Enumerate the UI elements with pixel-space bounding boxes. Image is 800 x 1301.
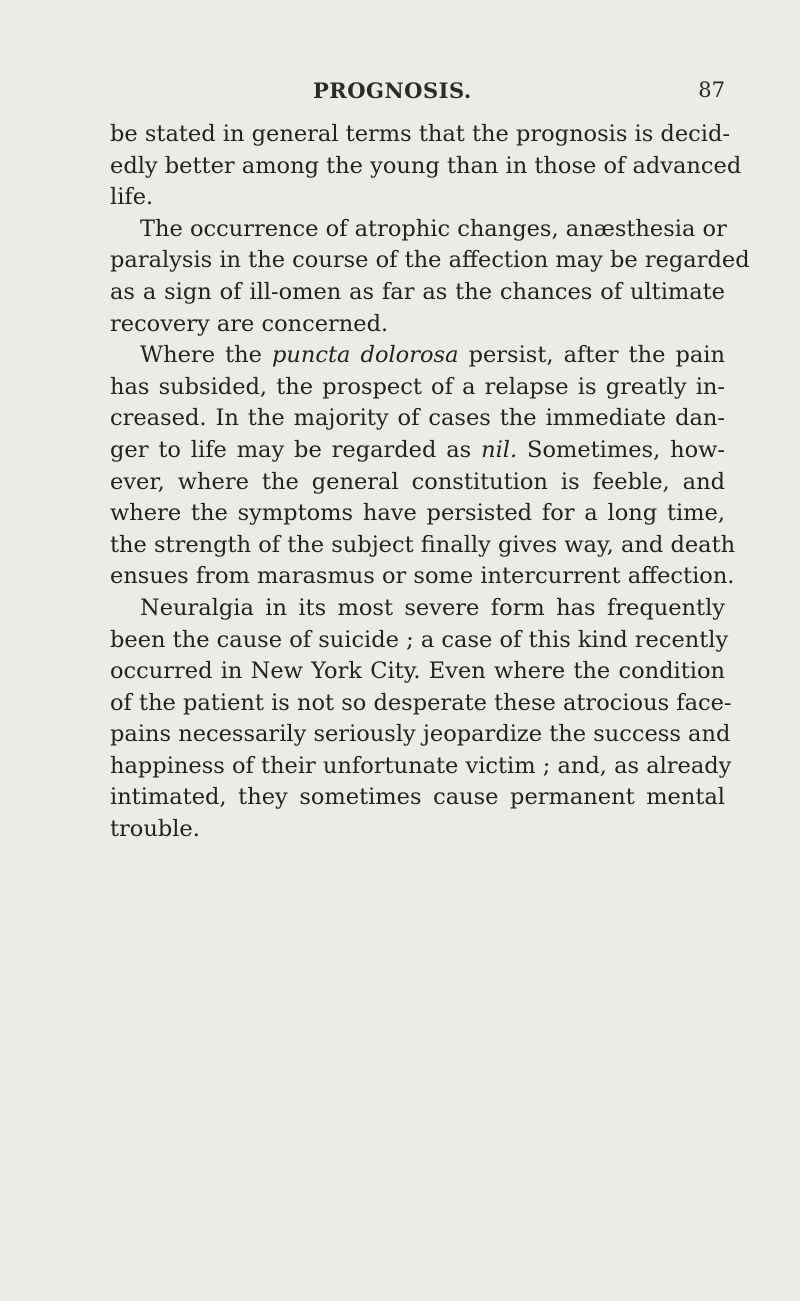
text-line: ensues from marasmus or some intercurrent affection. xyxy=(110,563,735,590)
text-fragment: ger to life may be regarded as xyxy=(110,436,482,463)
text-line: The occurrence of atrophic changes, anæsthesia or xyxy=(140,215,727,242)
text-line: happiness of their unfortunate victim ; and, as already xyxy=(110,752,732,779)
running-head xyxy=(110,78,725,112)
text-line: where the symptoms have persisted for a long time, xyxy=(110,500,725,527)
text-line: edly better among the young than in those of advanced xyxy=(110,152,742,179)
text-line: pains necessarily seriously jeopardize the success and xyxy=(110,721,731,748)
page-title: PROGNOSIS. xyxy=(313,78,472,103)
text-line: occurred in New York City. Even where the condition xyxy=(110,658,725,685)
text-line: as a sign of ill-omen as far as the chances of ultimate xyxy=(110,278,725,305)
text-line: intimated, they sometimes cause permanent mental xyxy=(110,784,725,811)
text-line: ever, where the general constitution is feeble, and xyxy=(110,468,725,495)
text-fragment: persist, after the pain xyxy=(458,342,725,369)
italic-term: nil. xyxy=(481,436,518,463)
text-line: be stated in general terms that the prognosis is decid- xyxy=(110,121,730,147)
text-line: trouble. xyxy=(110,816,200,843)
body-text xyxy=(110,119,750,846)
text-line xyxy=(110,435,725,467)
text-line: of the patient is not so desperate these atrocious face- xyxy=(110,689,732,716)
text-line xyxy=(110,340,725,372)
text-line: been the cause of suicide ; a case of this kind recently xyxy=(110,626,729,653)
page-number: 87 xyxy=(698,78,725,102)
text-line: recovery are concerned. xyxy=(110,310,389,337)
text-line: has subsided, the prospect of a relapse is greatly in- xyxy=(110,373,725,400)
italic-term: puncta dolorosa xyxy=(272,342,459,369)
text-line: life. xyxy=(110,184,154,211)
text-fragment: Sometimes, how- xyxy=(517,436,725,463)
text-fragment: Where the xyxy=(140,342,273,369)
text-line: creased. In the majority of cases the immediate dan- xyxy=(110,405,725,432)
text-line: paralysis in the course of the affection may be regarded xyxy=(110,247,750,274)
text-line: the strength of the subject finally gives way, and death xyxy=(110,531,736,558)
text-line: Neuralgia in its most severe form has frequently xyxy=(140,594,725,621)
